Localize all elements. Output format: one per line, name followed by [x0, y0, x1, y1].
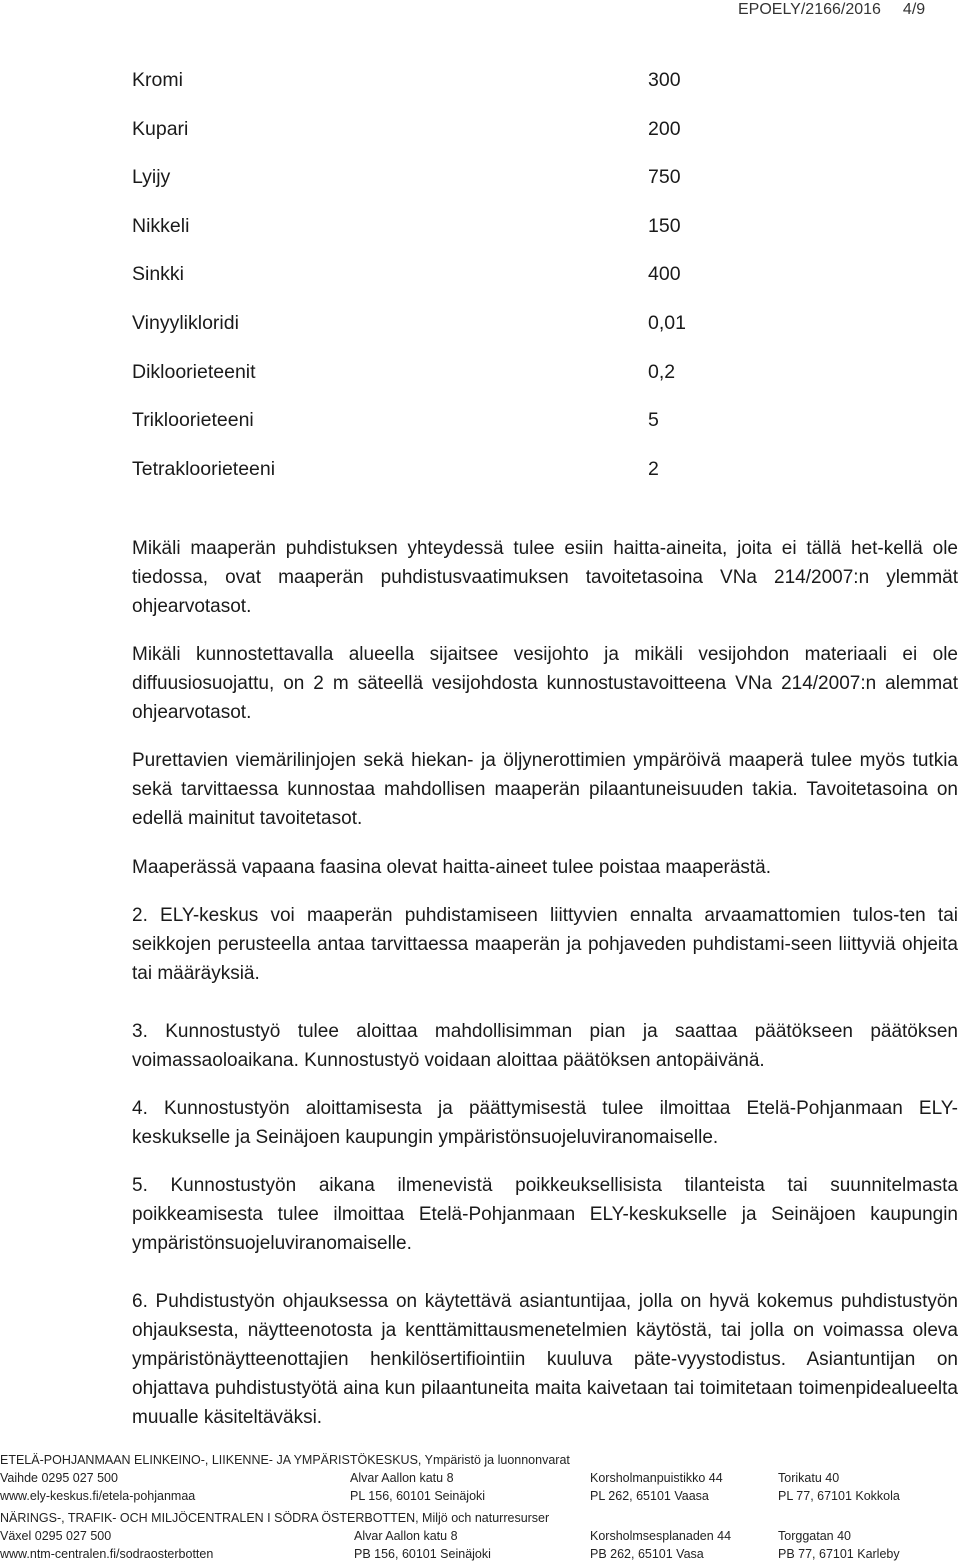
limit-row [132, 260, 692, 309]
paragraph-water-pipe: Mikäli kunnostettavalla alueella sijaitsee vesijohto ja mikäli vesijohdon materiaali ei ole diffuusiosuojattu, on 2 m säteellä vesijohdosta kunnostustavoitteena VNa 214/2007:n alemmat ohjearvotasot. [132, 644, 958, 723]
paragraph-condition-6: 6. Puhdistustyön ohjauksessa on käytettävä asiantuntijaa, jolla on hyvä kokemus puhdistustyön ohjauksesta, näytteenotosta ja kenttämittausmenetelmien käytöstä, tai jolla on voimassa oleva ympäristönäytteenottajien henkilösertifiointiin kuuluva päte-vyystodistus. Asiantuntijan on ohjattava puhdistustyötä aina kun pilaantuneita maita kaivetaan tai toimitetaan toimenpidealueelta muualle käsiteltäväksi. [132, 1291, 958, 1428]
substance-value: 5 [648, 409, 659, 432]
footer-title-fi: ETELÄ-POHJANMAAN ELINKEINO-, LIIKENNE- JA YMPÄRISTÖKESKUS, Ympäristö ja luonnonvarat [0, 1453, 570, 1467]
footer-phone-fi: Vaihde 0295 027 500 [0, 1471, 118, 1485]
substance-value: 0,01 [648, 311, 686, 334]
substance-name: Kromi [132, 69, 183, 91]
footer-postal-seinajoki-fi: PL 156, 60101 Seinäjoki [350, 1489, 486, 1503]
substance-name: Kupari [132, 117, 189, 140]
substance-name: Vinyylikloridi [132, 311, 239, 334]
limit-row [132, 66, 692, 115]
paragraph-condition-2: 2. ELY-keskus voi maaperän puhdistamiseen liittyvien ennalta arvaamattomien tulos-ten tai seikkojen perusteella antaa tarvittaessa maaperän ja pohjaveden puhdistami-seen liittyviä ohjeita tai määräyksiä. [132, 905, 958, 984]
substance-value: 150 [648, 214, 681, 237]
footer-address-karleby-sv: Torggatan 40 [778, 1529, 851, 1543]
substance-name: Dikloorieteenit [132, 360, 256, 383]
limit-row [132, 455, 692, 504]
footer-title-sv: NÄRINGS-, TRAFIK- OCH MILJÖCENTRALEN I SÖDRA ÖSTERBOTTEN, Miljö och naturresurser [0, 1511, 550, 1525]
substance-name: Sinkki [132, 263, 185, 286]
footer-address-seinajoki-sv: Alvar Aallon katu 8 [354, 1529, 458, 1543]
limit-row [132, 358, 692, 407]
page-number: 4/9 [902, 1, 926, 18]
paragraph-sewer-lines: Purettavien viemärilinjojen sekä hiekan- ja öljynerottimien ympäröivä maaperä tulee myös tutkia sekä tarvittaessa kunnostaa mahdollisen maaperän pilaantuneisuuden takia. Tavoitetasoina on edellä mainitut tavoitetasot. [132, 750, 958, 829]
footer-website-sv[interactable]: www.ntm-centralen.fi/sodraosterbotten [0, 1547, 214, 1561]
footer-postal-kokkola-fi: PL 77, 67101 Kokkola [778, 1489, 900, 1503]
footer-postal-karleby-sv: PB 77, 67101 Karleby [778, 1547, 900, 1561]
paragraph-condition-3: 3. Kunnostustyö tulee aloittaa mahdollisimman pian ja saattaa päätökseen päätöksen voimassaoloaikana. Kunnostustyö voidaan aloittaa päätöksen antopäivänä. [132, 1021, 958, 1071]
substance-name: Tetrakloorieteeni [132, 457, 276, 480]
substance-value: 400 [648, 263, 681, 286]
footer-address-seinajoki-fi: Alvar Aallon katu 8 [350, 1471, 454, 1485]
substance-value: 200 [648, 117, 681, 140]
limit-row [132, 115, 692, 164]
footer-address-vasa-sv: Korsholmsesplanaden 44 [590, 1529, 732, 1543]
paragraph-free-phase: Maaperässä vapaana faasina olevat haitta-aineet tulee poistaa maaperästä. [132, 857, 772, 878]
substance-name: Nikkeli [132, 214, 190, 237]
paragraph-unknown-contaminants: Mikäli maaperän puhdistuksen yhteydessä tulee esiin haitta-aineita, joita ei tällä het-kellä ole tiedossa, ovat maaperän puhdistusvaatimuksen tavoitetasoina VNa 214/2007:n ylemmät ohjearvotasot. [132, 538, 958, 617]
substance-name: Trikloorieteeni [132, 409, 254, 432]
footer-postal-vaasa-fi: PL 262, 65101 Vaasa [590, 1489, 709, 1503]
substance-value: 0,2 [648, 360, 676, 383]
limit-row [132, 406, 692, 455]
paragraph-condition-5: 5. Kunnostustyön aikana ilmenevistä poikkeuksellisista tilanteista tai suunnitelmasta poikkeamisesta tulee ilmoittaa Etelä-Pohjanmaan ELY-keskukselle ja Seinäjoen kaupungin ympäristönsuojeluviranomaiselle. [132, 1175, 958, 1254]
footer-website-fi[interactable]: www.ely-keskus.fi/etela-pohjanmaa [0, 1489, 196, 1503]
limit-row [132, 163, 692, 212]
limit-row [132, 212, 692, 261]
page-header [738, 0, 925, 20]
substance-value: 2 [648, 457, 659, 480]
limit-value-list [132, 66, 692, 503]
footer-address-kokkola-fi: Torikatu 40 [778, 1471, 840, 1485]
footer-address-vaasa-fi: Korsholmanpuistikko 44 [590, 1471, 723, 1485]
paragraph-condition-4: 4. Kunnostustyön aloittamisesta ja päättymisestä tulee ilmoittaa Etelä-Pohjanmaan ELY-keskukselle ja Seinäjoen kaupungin ympäristönsuojeluviranomaiselle. [132, 1098, 958, 1148]
substance-name: Lyijy [132, 166, 171, 189]
footer-postal-seinajoki-sv: PB 156, 60101 Seinäjoki [354, 1547, 491, 1561]
substance-value: 750 [648, 166, 681, 189]
document-reference: EPOELY/2166/2016 [738, 1, 881, 18]
footer-postal-vasa-sv: PB 262, 65101 Vasa [590, 1547, 704, 1561]
substance-value: 300 [648, 69, 681, 91]
footer-phone-sv: Växel 0295 027 500 [0, 1529, 112, 1543]
limit-row [132, 309, 692, 358]
